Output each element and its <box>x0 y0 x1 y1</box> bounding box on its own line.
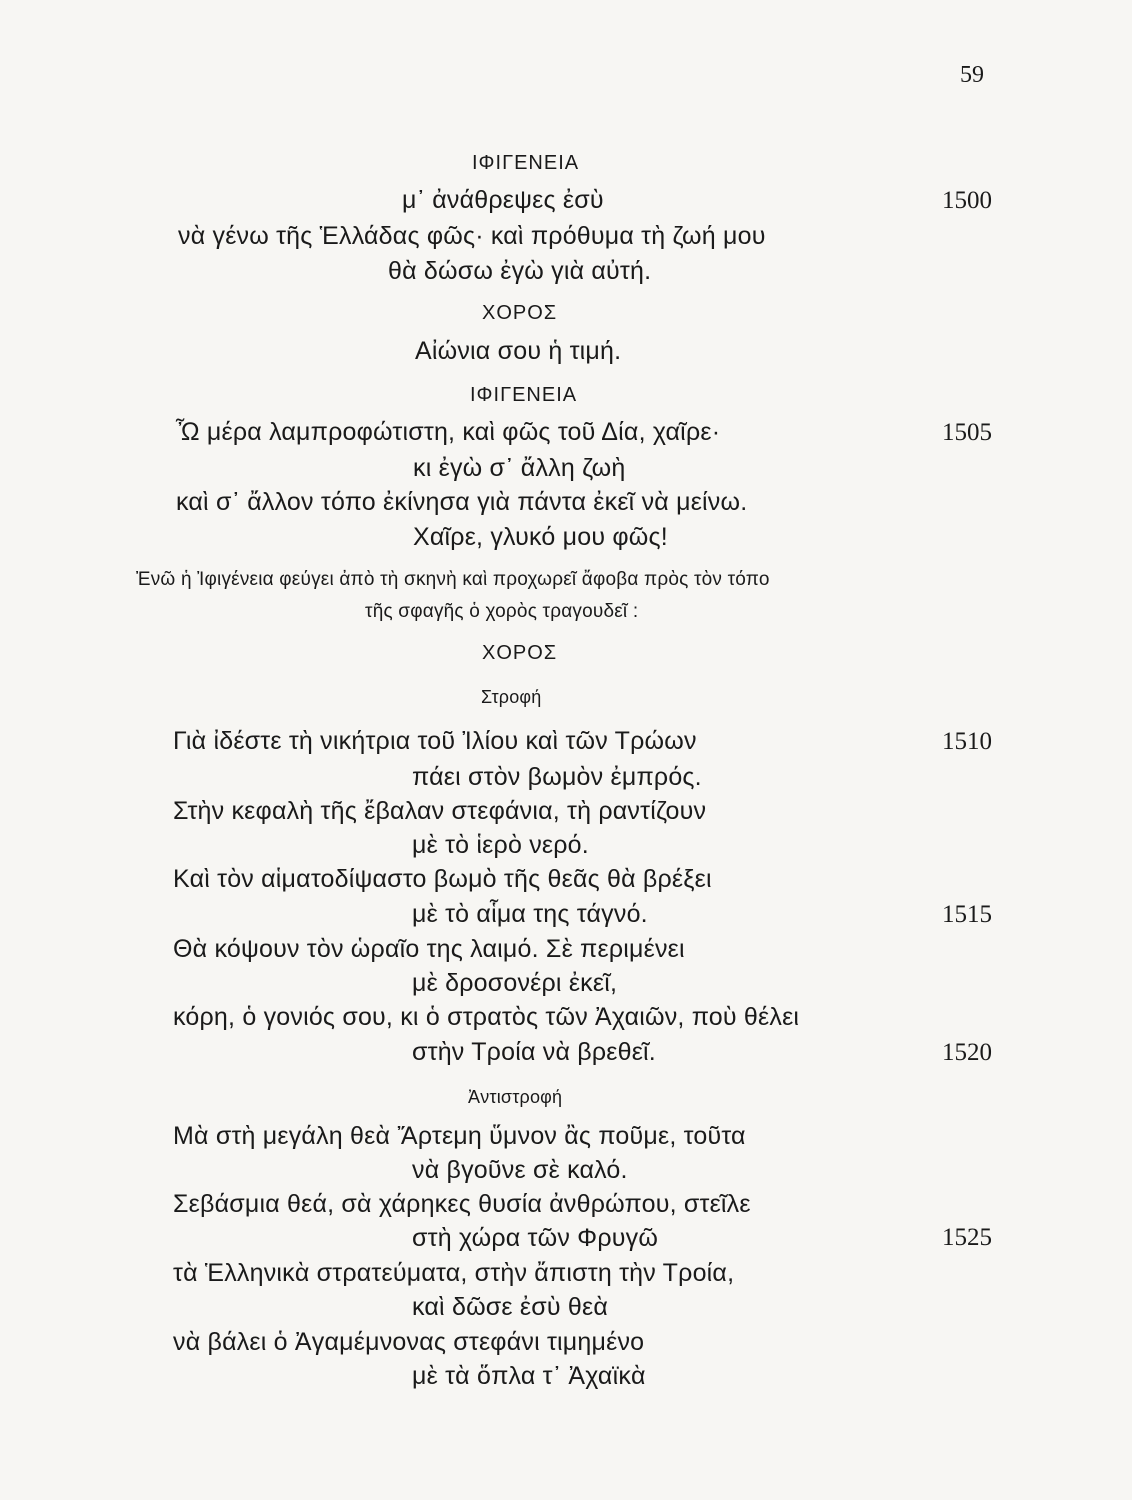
verse-line: Χαῖρε, γλυκό μου φῶς! <box>413 523 668 551</box>
verse-line: κόρη, ὁ γονιός σου, κι ὁ στρατὸς τῶν Ἀχαιῶν, ποὺ θέλει <box>173 1003 800 1031</box>
line-number: 1505 <box>942 419 992 446</box>
section-heading: Ἀντιστροφή <box>468 1087 563 1107</box>
verse-line: τὰ Ἑλληνικὰ στρατεύματα, στὴν ἄπιστη τὴν Τροία, <box>173 1259 735 1287</box>
line-number: 1525 <box>942 1224 992 1251</box>
verse-line: μὲ τὰ ὅπλα τ᾿ Ἀχαϊκὰ <box>412 1362 646 1390</box>
line-number: 1510 <box>942 728 992 755</box>
verse-line: στὴν Τροία νὰ βρεθεῖ. <box>412 1038 656 1066</box>
verse-line: νὰ βγοῦνε σὲ καλό. <box>412 1156 628 1184</box>
speaker-heading: ΙΦΙΓΕΝΕΙΑ <box>472 152 580 174</box>
verse-line: μὲ δροσονέρι ἐκεῖ, <box>412 969 618 997</box>
verse-line: κι ἐγὼ σ᾿ ἄλλη ζωὴ <box>413 454 626 482</box>
verse-line: Καὶ τὸν αἱματοδίψαστο βωμὸ τῆς θεᾶς θὰ βρέξει <box>173 865 712 893</box>
line-number: 1520 <box>942 1039 992 1066</box>
speaker-heading: ΙΦΙΓΕΝΕΙΑ <box>470 384 578 406</box>
section-heading: Στροφή <box>481 687 542 707</box>
line-number: 1500 <box>942 187 992 214</box>
speaker-heading: ΧΟΡΟΣ <box>482 302 558 324</box>
stage-direction: τῆς σφαγῆς ὁ χορὸς τραγουδεῖ : <box>365 601 639 622</box>
verse-line: Γιὰ ἰδέστε τὴ νικήτρια τοῦ Ἰλίου καὶ τῶν Τρώων <box>173 727 697 755</box>
verse-line: καὶ δῶσε ἐσὺ θεὰ <box>412 1293 608 1321</box>
verse-line: Ὦ μέρα λαμπροφώτιστη, καὶ φῶς τοῦ Δία, χαῖρε· <box>176 418 721 446</box>
verse-line: Σεβάσμια θεά, σὰ χάρηκες θυσία ἀνθρώπου, στεῖλε <box>173 1190 751 1218</box>
verse-line: Θὰ κόψουν τὸν ὡραῖο της λαιμό. Σὲ περιμένει <box>173 935 685 963</box>
verse-line: Στὴν κεφαλὴ τῆς ἔβαλαν στεφάνια, τὴ ραντίζουν <box>173 797 707 825</box>
verse-line: στὴ χώρα τῶν Φρυγῶ <box>412 1224 659 1252</box>
verse-line: θὰ δώσω ἐγὼ γιὰ αὐτή. <box>388 257 652 285</box>
verse-line: μὲ τὸ ἱερὸ νερό. <box>412 831 589 859</box>
verse-line: Αἰώνια σου ἡ τιμή. <box>415 337 622 365</box>
page-number: 59 <box>960 62 984 88</box>
verse-line: μὲ τὸ αἷμα της τάγνό. <box>412 900 648 928</box>
verse-line: πάει στὸν βωμὸν ἐμπρός. <box>412 763 702 791</box>
speaker-heading: ΧΟΡΟΣ <box>482 642 558 664</box>
verse-line: νὰ γένω τῆς Ἑλλάδας φῶς· καὶ πρόθυμα τὴ ζωή μου <box>178 222 766 250</box>
stage-direction: Ἐνῶ ἡ Ἰφιγένεια φεύγει ἀπὸ τὴ σκηνὴ καὶ προχωρεῖ ἄφοβα πρὸς τὸν τόπο <box>136 569 770 590</box>
verse-line: νὰ βάλει ὁ Ἀγαμέμνονας στεφάνι τιμημένο <box>173 1328 645 1356</box>
verse-line: μ᾿ ἀνάθρεψες ἐσὺ <box>402 186 604 214</box>
verse-line: Μὰ στὴ μεγάλη θεὰ Ἄρτεμη ὕμνον ἂς ποῦμε, τοῦτα <box>173 1122 746 1150</box>
verse-line: καὶ σ᾿ ἄλλον τόπο ἐκίνησα γιὰ πάντα ἐκεῖ νὰ μείνω. <box>176 488 748 516</box>
line-number: 1515 <box>942 901 992 928</box>
